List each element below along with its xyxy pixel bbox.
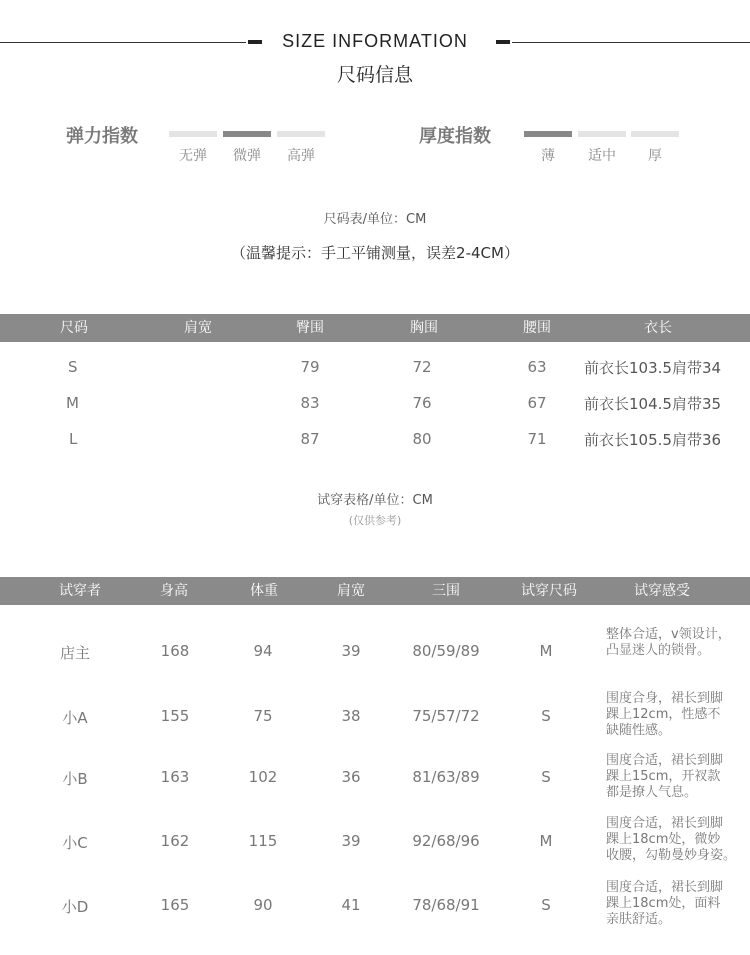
tryon-cell-height: 162 [160, 832, 190, 850]
tryon-header-person: 试穿者 [59, 583, 101, 599]
feel-line: 亲肤舒适。 [606, 912, 672, 927]
size-table-caption: 尺码表/单位：CM [323, 212, 427, 227]
tryon-cell-height: 155 [160, 707, 190, 725]
size-header-shoulder: 肩宽 [184, 320, 212, 336]
feel-line: 踝上15cm，开衩款 [606, 769, 721, 784]
feel-line: 围度合适，裙长到脚 [606, 880, 724, 895]
size-cell-bust: 76 [412, 394, 432, 412]
size-cell-hip: 83 [300, 394, 320, 412]
tryon-cell-shoulder: 39 [341, 642, 361, 660]
size-cell-length: 前衣长104.5肩带35 [584, 395, 722, 413]
thickness-option-1: 薄 [541, 148, 555, 164]
size-cell-waist: 67 [527, 394, 547, 412]
tryon-cell-size: S [541, 707, 551, 725]
feel-line: 整体合适，v领设计， [606, 627, 731, 642]
tryon-cell-weight: 115 [248, 832, 278, 850]
size-cell-size: L [69, 430, 78, 448]
size-cell-length: 前衣长105.5肩带36 [584, 431, 722, 449]
elastic-bar-3 [277, 131, 325, 137]
feel-line: 围度合身，裙长到脚 [606, 691, 724, 706]
tryon-cell-size: S [541, 768, 551, 786]
feel-line: 凸显迷人的锁骨。 [606, 643, 711, 658]
tryon-cell-feel [606, 880, 748, 928]
size-header-length: 衣长 [644, 320, 672, 336]
tryon-cell-feel [606, 627, 748, 659]
size-table-header [0, 314, 750, 342]
tryon-cell-shoulder: 41 [341, 896, 361, 914]
feel-line: 踝上18cm处，面料 [606, 896, 721, 911]
tryon-cell-weight: 75 [253, 707, 273, 725]
tryon-cell-measurements: 92/68/96 [412, 832, 480, 850]
elastic-option-3: 高弹 [287, 148, 315, 164]
elastic-option-2: 微弹 [233, 148, 261, 164]
tryon-cell-measurements: 75/57/72 [412, 707, 480, 725]
header-subtitle: 尺码信息 [336, 64, 413, 86]
thickness-bar-3 [631, 131, 679, 137]
size-cell-waist: 63 [527, 358, 547, 376]
tryon-cell-height: 168 [160, 642, 190, 660]
tryon-cell-person: 小D [61, 898, 89, 916]
size-cell-bust: 80 [412, 430, 432, 448]
size-table-note: （温馨提示：手工平铺测量，误差2-4CM） [231, 244, 519, 262]
header-line-right [512, 42, 750, 43]
elastic-bar-1 [169, 131, 217, 137]
tryon-header-shoulder: 肩宽 [337, 583, 365, 599]
feel-line: 围度合适，裙长到脚 [606, 816, 724, 831]
size-cell-size: S [68, 358, 78, 376]
tryon-header-size: 试穿尺码 [521, 583, 577, 599]
tryon-table-caption: 试穿表格/单位：CM [317, 493, 433, 508]
thickness-index-label: 厚度指数 [419, 126, 491, 147]
size-cell-hip: 87 [300, 430, 320, 448]
elastic-index-label: 弹力指数 [66, 126, 138, 147]
tryon-cell-height: 165 [160, 896, 190, 914]
size-header-hip: 臀围 [296, 320, 324, 336]
elastic-bar-2 [223, 131, 271, 137]
tryon-cell-shoulder: 36 [341, 768, 361, 786]
tryon-cell-weight: 94 [253, 642, 273, 660]
header-dash-right [496, 40, 510, 44]
size-header-bust: 胸围 [410, 320, 438, 336]
tryon-cell-weight: 90 [253, 896, 273, 914]
header-title: SIZE INFORMATION [282, 31, 468, 51]
tryon-cell-size: M [539, 642, 553, 660]
tryon-cell-feel [606, 816, 748, 864]
tryon-cell-measurements: 81/63/89 [412, 768, 480, 786]
tryon-cell-measurements: 80/59/89 [412, 642, 480, 660]
tryon-cell-feel [606, 691, 748, 739]
feel-line: 缺随性感。 [606, 723, 672, 738]
tryon-cell-shoulder: 39 [341, 832, 361, 850]
tryon-cell-person: 小C [62, 834, 88, 852]
tryon-cell-weight: 102 [248, 768, 278, 786]
thickness-option-2: 适中 [588, 148, 616, 164]
feel-line: 收腰，勾勒曼妙身姿。 [606, 848, 737, 863]
tryon-table-note: (仅供参考) [348, 514, 402, 527]
tryon-cell-size: S [541, 896, 551, 914]
tryon-cell-height: 163 [160, 768, 190, 786]
tryon-header-measurements: 三围 [432, 583, 460, 599]
size-cell-hip: 79 [300, 358, 320, 376]
tryon-header-feel: 试穿感受 [634, 583, 690, 599]
thickness-bar-2 [578, 131, 626, 137]
tryon-cell-size: M [539, 832, 553, 850]
tryon-cell-person: 小A [62, 709, 88, 727]
tryon-cell-person: 小B [62, 770, 88, 788]
size-header-waist: 腰围 [523, 320, 551, 336]
tryon-table-header [0, 577, 750, 605]
thickness-option-3: 厚 [648, 148, 662, 164]
feel-line: 踝上12cm，性感不 [606, 707, 721, 722]
tryon-cell-measurements: 78/68/91 [412, 896, 480, 914]
tryon-header-height: 身高 [160, 583, 188, 599]
elastic-option-1: 无弹 [179, 148, 207, 164]
size-header-size: 尺码 [60, 320, 88, 336]
tryon-cell-feel [606, 753, 748, 801]
size-cell-size: M [66, 394, 79, 412]
size-cell-waist: 71 [527, 430, 547, 448]
thickness-bar-1 [524, 131, 572, 137]
feel-line: 踝上18cm处，微妙 [606, 832, 721, 847]
feel-line: 围度合适，裙长到脚 [606, 753, 724, 768]
feel-line: 都是撩人气息。 [606, 785, 698, 800]
tryon-cell-person: 店主 [59, 644, 90, 662]
tryon-cell-shoulder: 38 [341, 707, 361, 725]
size-cell-bust: 72 [412, 358, 432, 376]
tryon-header-weight: 体重 [250, 583, 278, 599]
size-cell-length: 前衣长103.5肩带34 [584, 359, 722, 377]
